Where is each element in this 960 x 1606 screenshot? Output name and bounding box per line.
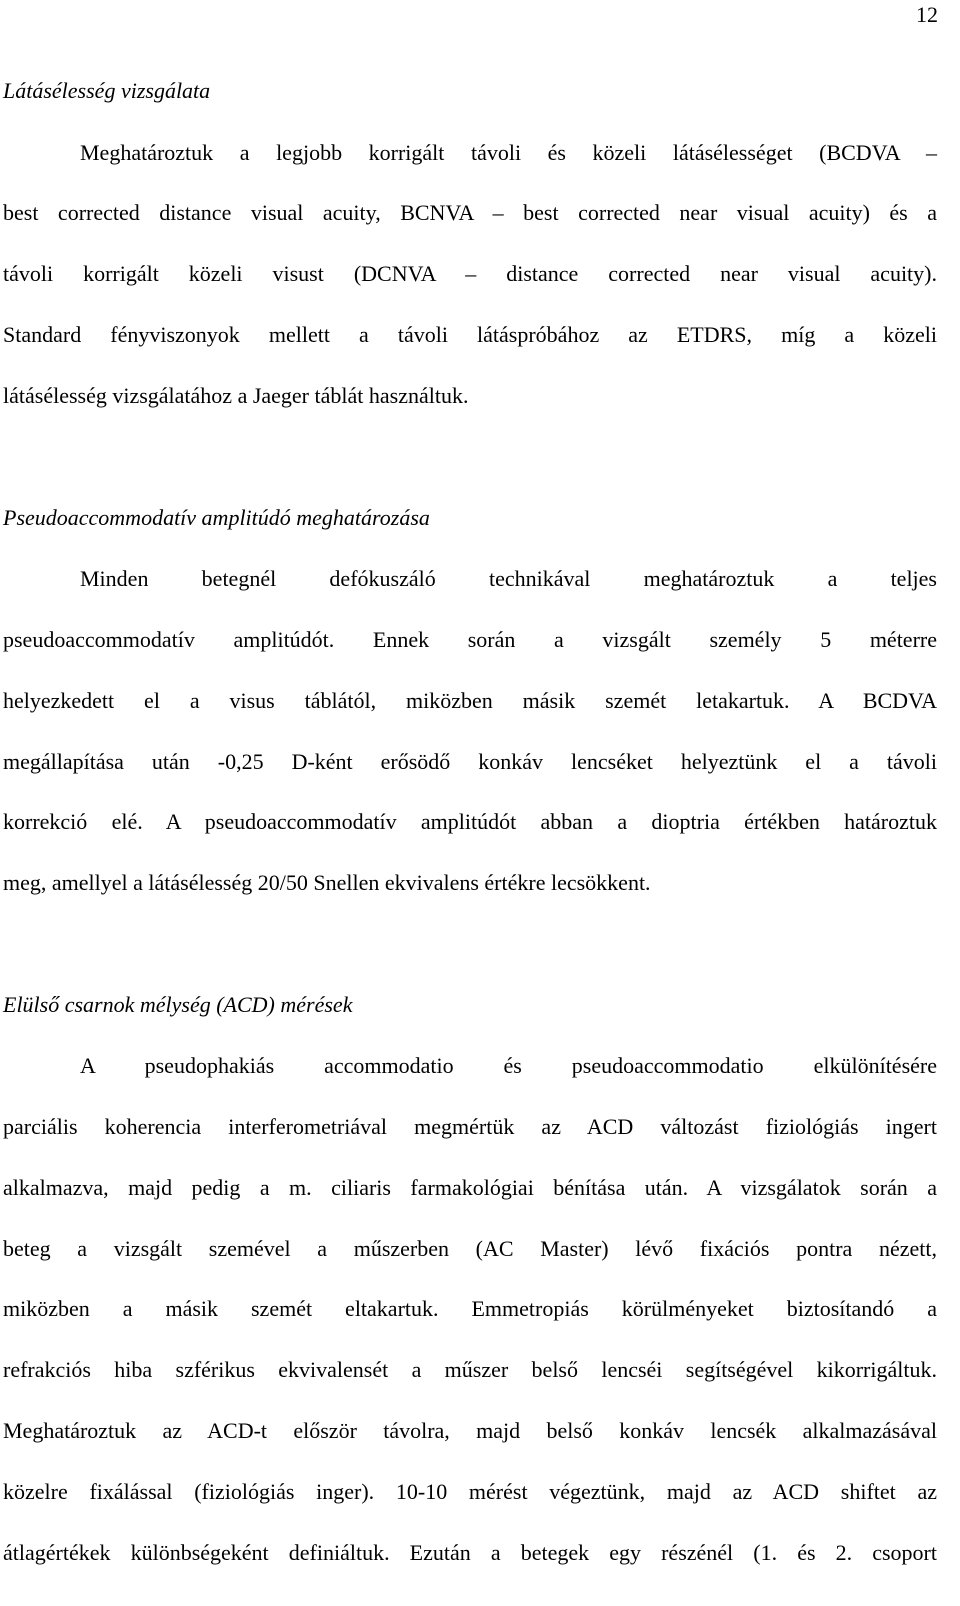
paragraph-line: Meghatároztuk az ACD-t először távolra, majd belső konkáv lencsék alkalmazásával (3, 1418, 937, 1443)
page-number: 12 (916, 2, 938, 27)
section-heading-latasellesseg: Látásélesség vizsgálata (3, 78, 211, 103)
section-heading-pseudoaccommodativ: Pseudoaccommodatív amplitúdó meghatározása (3, 505, 430, 530)
section-heading-acd: Elülső csarnok mélység (ACD) mérések (3, 992, 353, 1017)
paragraph-line: parciális koherencia interferometriával megmértük az ACD változást fiziológiás ingert (3, 1114, 937, 1139)
paragraph-line: Standard fényviszonyok mellett a távoli látáspróbához az ETDRS, míg a közeli (3, 322, 937, 347)
paragraph-line: látásélesség vizsgálatához a Jaeger táblát használtuk. (3, 383, 469, 408)
paragraph-line: best corrected distance visual acuity, BCNVA – best corrected near visual acuity) és a (3, 200, 937, 225)
paragraph-line: megállapítása után -0,25 D-ként erősödő konkáv lencséket helyeztünk el a távoli (3, 749, 937, 774)
paragraph-line: Minden betegnél defókuszáló technikával meghatároztuk a teljes (80, 566, 937, 591)
paragraph-line: alkalmazva, majd pedig a m. ciliaris farmakológiai bénítása után. A vizsgálatok során a (3, 1175, 937, 1200)
paragraph-line: helyezkedett el a visus táblától, miközben másik szemét letakartuk. A BCDVA (3, 688, 937, 713)
paragraph-line: meg, amellyel a látásélesség 20/50 Snellen ekvivalens értékre lecsökkent. (3, 870, 651, 895)
paragraph-line: refrakciós hiba szférikus ekvivalensét a műszer belső lencséi segítségével kikorrigáltuk. (3, 1357, 937, 1382)
paragraph-line: távoli korrigált közeli visust (DCNVA – distance corrected near visual acuity). (3, 261, 937, 286)
paragraph-line: korrekció elé. A pseudoaccommodatív amplitúdót abban a dioptria értékben határoztuk (3, 809, 937, 834)
paragraph-line: átlagértékek különbségeként definiáltuk. Ezután a betegek egy részénél (1. és 2. csoport (3, 1540, 937, 1565)
paragraph-line: miközben a másik szemét eltakartuk. Emmetropiás körülményeket biztosítandó a (3, 1296, 937, 1321)
paragraph-line: Meghatároztuk a legjobb korrigált távoli és közeli látásélességet (BCDVA – (80, 140, 937, 165)
paragraph-line: pseudoaccommodatív amplitúdót. Ennek során a vizsgált személy 5 méterre (3, 627, 937, 652)
paragraph-line: A pseudophakiás accommodatio és pseudoaccommodatio elkülönítésére (80, 1053, 937, 1078)
paragraph-line: beteg a vizsgált szemével a műszerben (AC Master) lévő fixációs pontra nézett, (3, 1236, 937, 1261)
paragraph-line: közelre fixálással (fiziológiás inger). 10-10 mérést végeztünk, majd az ACD shiftet az (3, 1479, 937, 1504)
